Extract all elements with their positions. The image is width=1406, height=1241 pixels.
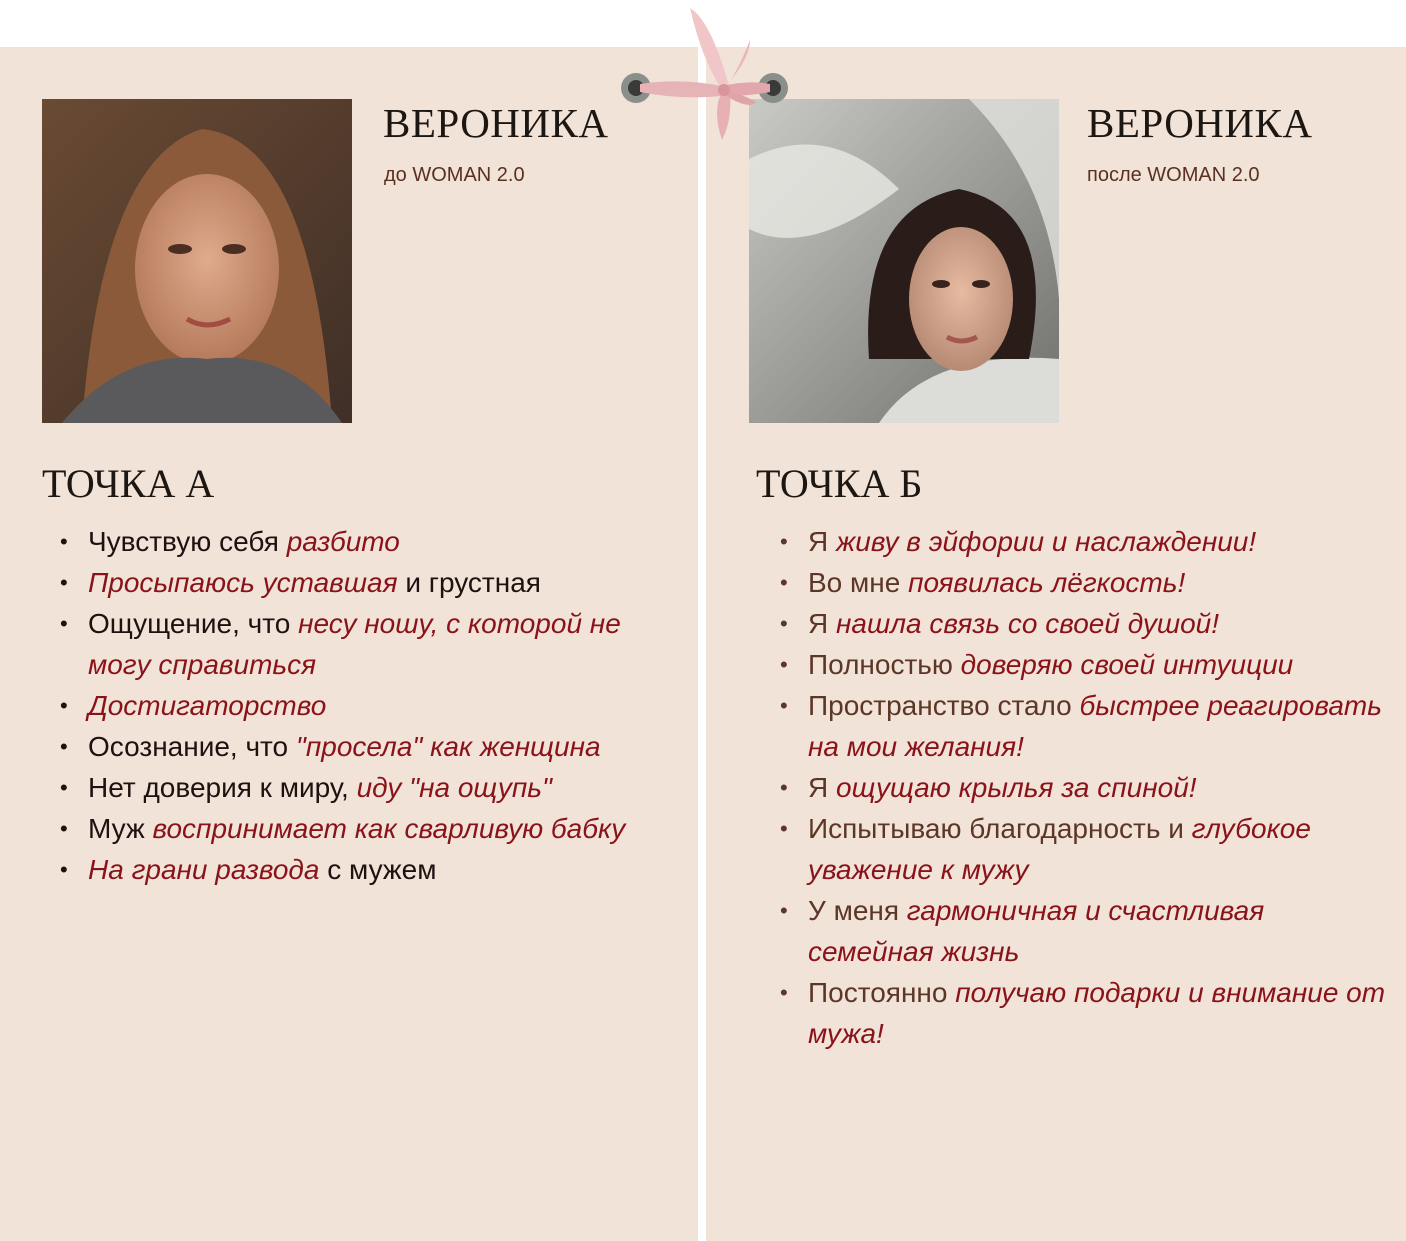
list-item: • Пространство стало быстрее реагировать на мои желания!	[780, 690, 1382, 762]
point-b-list	[780, 521, 1388, 1054]
list-item: • Я ощущаю крылья за спиной!	[780, 772, 1197, 803]
list-item: • Просыпаюсь уставшая и грустная	[60, 567, 541, 598]
participant-name: ВЕРОНИКА	[383, 100, 609, 146]
point-a-list	[60, 521, 668, 890]
point-a-title: ТОЧКА А	[42, 461, 215, 506]
after-caption: после WOMAN 2.0	[1087, 164, 1260, 186]
portrait-before-icon	[42, 99, 352, 423]
list-item: • Достигаторство	[60, 690, 327, 721]
point-b-title: ТОЧКА Б	[756, 461, 923, 506]
list-item: • Полностью доверяю своей интуиции	[780, 649, 1294, 680]
before-caption: до WOMAN 2.0	[384, 164, 525, 186]
list-item: • Во мне появилась лёгкость!	[780, 567, 1186, 598]
list-item: • Испытываю благодарность и глубокое уважение к мужу	[780, 813, 1311, 885]
ribbon-bow-icon	[610, 0, 800, 150]
list-item: • Муж воспринимает как сварливую бабку	[60, 813, 626, 844]
list-item: • Я живу в эйфории и наслаждении!	[780, 526, 1257, 557]
list-item: • Ощущение, что несу ношу, с которой не могу справиться	[60, 608, 621, 680]
before-panel	[0, 47, 698, 1241]
participant-name: ВЕРОНИКА	[1087, 100, 1313, 146]
list-item: • Нет доверия к миру, иду "на ощупь"	[60, 772, 552, 803]
after-panel	[706, 47, 1406, 1241]
list-item: • Осознание, что "просела" как женщина	[60, 731, 601, 762]
list-item: • У меня гармоничная и счастливая семейная жизнь	[780, 895, 1265, 967]
list-item: • Чувствую себя разбито	[60, 526, 400, 557]
list-item: • На грани развода с мужем	[60, 854, 437, 885]
list-item: • Постоянно получаю подарки и внимание от мужа!	[780, 977, 1386, 1049]
list-item: • Я нашла связь со своей душой!	[780, 608, 1220, 639]
